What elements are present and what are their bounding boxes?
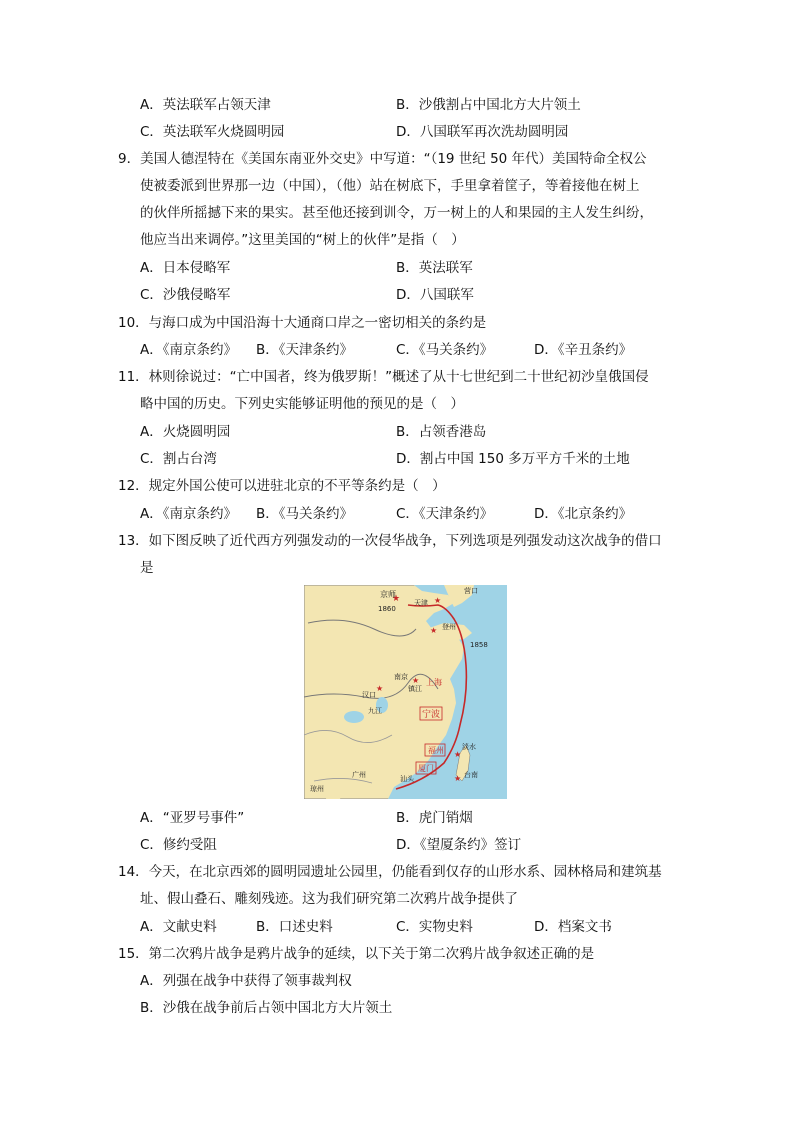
second-opium-war-map (304, 585, 507, 799)
q13-option-d: D．《望厦条约》签订 (396, 837, 522, 853)
q9-stem-line: 他应当出来调停。”这里美国的“树上的伙伴”是指（ ） (140, 232, 465, 248)
map-label-shanghai: 上海 (426, 678, 442, 687)
q8-option-d: D．八国联军再次洗劫圆明园 (396, 124, 569, 140)
q12-option-d: D．《北京条约》 (534, 506, 633, 522)
map-label-zhenjiang: 镇江 (408, 685, 422, 693)
map-label-yingkou: 营口 (464, 587, 478, 595)
danshui-star-icon: ★ (454, 750, 462, 759)
q13-option-b: B．虎门销烟 (396, 810, 473, 826)
q11-option-d: D．割占中国 150 多万平方千米的土地 (396, 451, 630, 467)
q11-stem-line: 11．林则徐说过：“亡中国者，终为俄罗斯！”概述了从十七世纪到二十世纪初沙皇俄国侵 (118, 369, 649, 385)
dengzhou-star-icon: ★ (430, 626, 438, 635)
map-label-jiujiang: 九江 (368, 707, 382, 715)
map-label-1860: 1860 (378, 605, 396, 613)
q15-option-a: A．列强在战争中获得了领事裁判权 (140, 973, 352, 989)
map-label-xiamen: 厦门 (418, 764, 434, 773)
q14-option-a: A．文献史料 (140, 919, 217, 935)
map-label-tianjin: 天津 (414, 599, 428, 607)
q15-option-b: B．沙俄在战争前后占领中国北方大片领土 (140, 1000, 393, 1016)
q13-option-c: C．修约受阻 (140, 837, 217, 853)
map-label-tainan: 台南 (464, 771, 478, 779)
map-label-nanjing: 南京 (394, 673, 408, 681)
q14-stem-line: 址、假山叠石、雕刻残迹。这为我们研究第二次鸦片战争提供了 (140, 891, 518, 907)
q14-option-b: B．口述史料 (256, 919, 333, 935)
map-label-jingshi: 京师 (380, 590, 396, 599)
beijing-star-icon: ★ (392, 594, 401, 604)
shanghai-star-icon: ★ (412, 676, 420, 685)
q9-option-c: C．沙俄侵略军 (140, 287, 231, 303)
hankou-star-icon: ★ (376, 684, 384, 693)
q12-option-b: B．《马关条约》 (256, 506, 354, 522)
map-label-hankou: 汉口 (362, 691, 376, 699)
q8-option-c: C．英法联军火烧圆明园 (140, 124, 285, 140)
q14-option-d: D．档案文书 (534, 919, 612, 935)
q12-stem: 12．规定外国公使可以进驻北京的不平等条约是（ ） (118, 478, 446, 494)
q10-option-c: C．《马关条约》 (396, 342, 494, 358)
q11-option-b: B．占领香港岛 (396, 424, 487, 440)
q14-option-c: C．实物史料 (396, 919, 473, 935)
q13-option-a: A．“亚罗号事件” (140, 810, 245, 826)
map-label-fuzhou: 福州 (428, 746, 444, 755)
q11-option-a: A．火烧圆明园 (140, 424, 231, 440)
q9-stem-line: 9．美国人德涅特在《美国东南亚外交史》中写道：“（19 世纪 50 年代）美国特命全权公 (118, 151, 647, 167)
q8-option-a: A．英法联军占领天津 (140, 97, 271, 113)
q10-stem: 10．与海口成为中国沿海十大通商口岸之一密切相关的条约是 (118, 315, 487, 331)
map-label-guangzhou: 广州 (352, 771, 366, 779)
q12-option-c: C．《天津条约》 (396, 506, 494, 522)
q9-option-b: B．英法联军 (396, 260, 473, 276)
q9-stem-line: 使被委派到世界那一边（中国），（他）站在树底下，手里拿着筐子，等着接他在树上 (140, 178, 640, 194)
q14-stem-line: 14．今天，在北京西郊的圆明园遗址公园里，仍能看到仅存的山形水系、园林格局和建筑基 (118, 864, 662, 880)
dongting-lake (344, 711, 364, 723)
q12-option-a: A．《南京条约》 (140, 506, 237, 522)
q9-option-a: A．日本侵略军 (140, 260, 231, 276)
q11-option-c: C．割占台湾 (140, 451, 217, 467)
tainan-star-icon: ★ (454, 774, 462, 783)
map-label-danshui: 淡水 (462, 743, 476, 751)
q10-option-d: D．《辛丑条约》 (534, 342, 633, 358)
q11-stem-line: 略中国的历史。下列史实能够证明他的预见的是（ ） (140, 396, 464, 412)
q13-stem-line: 13．如下图反映了近代西方列强发动的一次侵华战争，下列选项是列强发动这次战争的借口 (118, 533, 662, 549)
q8-option-b: B．沙俄割占中国北方大片领土 (396, 97, 581, 113)
tianjin-star-icon: ★ (434, 596, 442, 605)
map-label-dengzhou: 登州 (442, 623, 456, 631)
map-label-ningbo: 宁波 (422, 710, 441, 720)
map-label-1858: 1858 (470, 641, 488, 649)
q9-stem-line: 的伙伴所摇撼下来的果实。甚至他还接到训令，万一树上的人和果园的主人发生纠纷， (140, 205, 653, 221)
map-label-qiongzhou: 琼州 (310, 785, 324, 793)
q10-option-b: B．《天津条约》 (256, 342, 354, 358)
q15-stem: 15．第二次鸦片战争是鸦片战争的延续，以下关于第二次鸦片战争叙述正确的是 (118, 946, 595, 962)
q9-option-d: D．八国联军 (396, 287, 474, 303)
q13-stem-line: 是 (140, 560, 154, 576)
map-label-shantou: 汕头 (400, 775, 414, 783)
q10-option-a: A．《南京条约》 (140, 342, 237, 358)
